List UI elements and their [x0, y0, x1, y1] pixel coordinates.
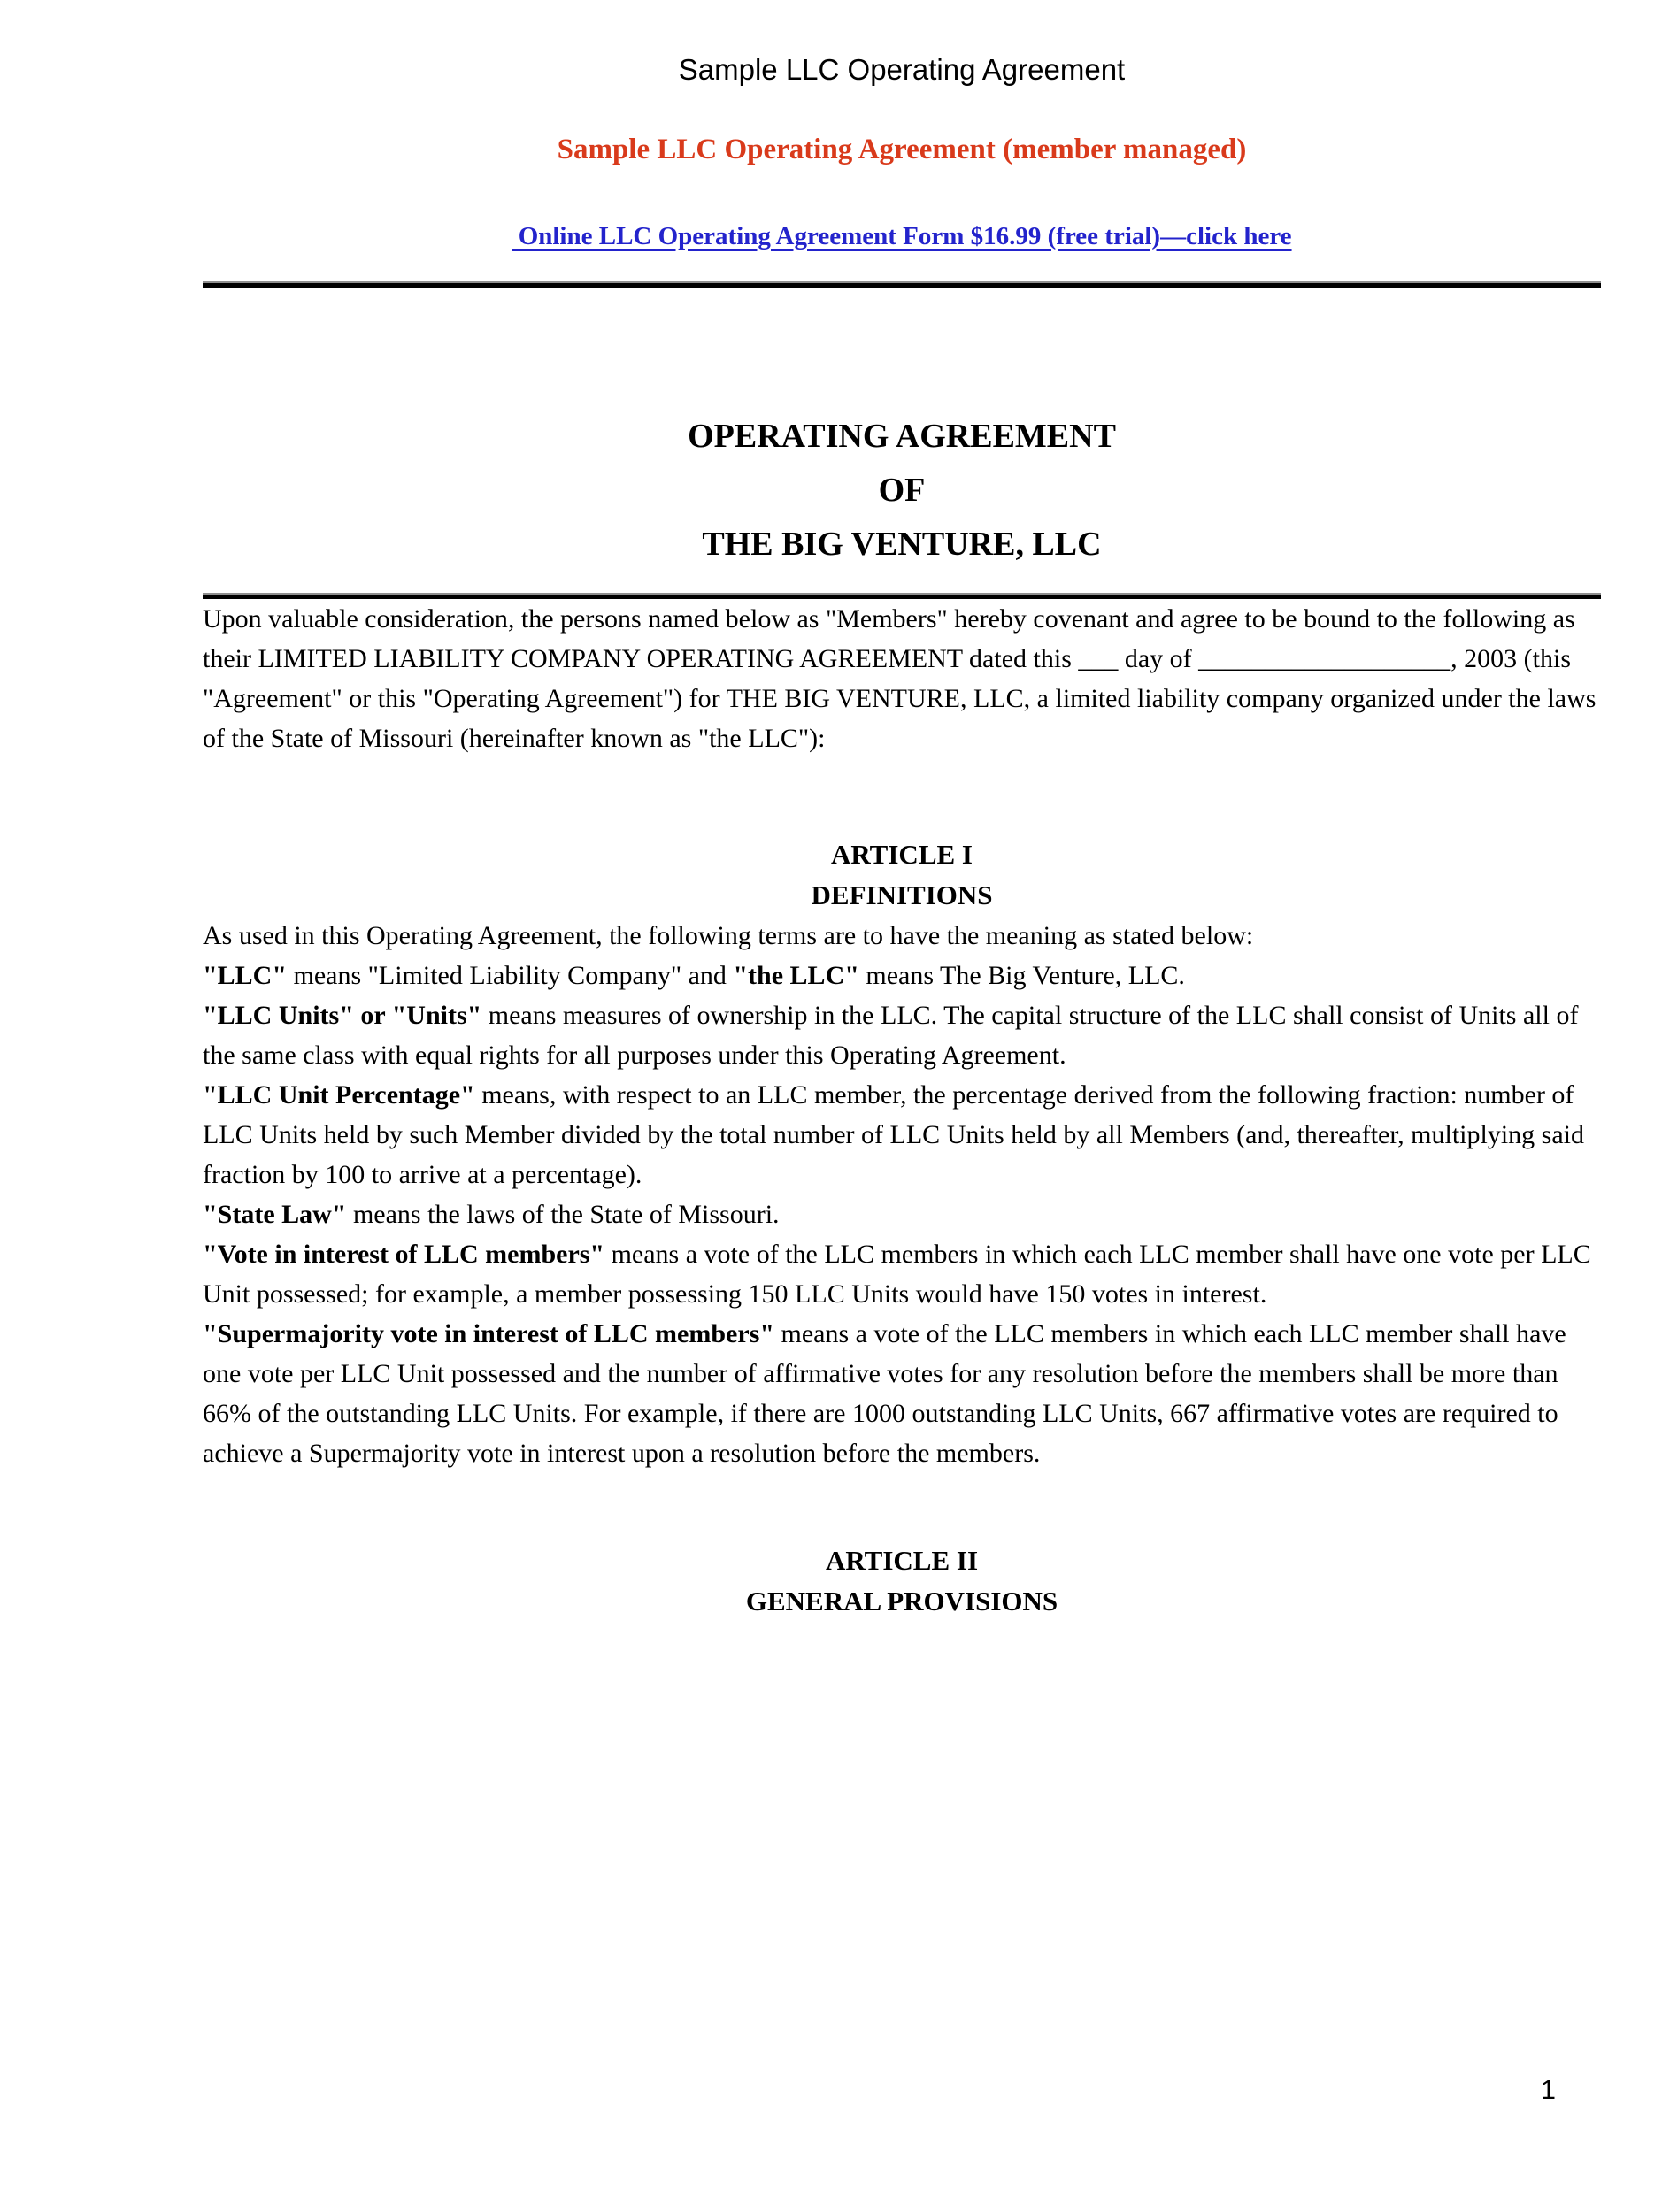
- definitions-lead: As used in this Operating Agreement, the following terms are to have the meaning as stated below:: [203, 921, 1254, 950]
- article-2-heading-block: [203, 1540, 1601, 1622]
- intro-paragraph: Upon valuable consideration, the persons named below as "Members" hereby covenant and agree to be bound to the following as their LIMITED LIABILITY COMPANY OPERATING AGREEMENT dated this ___ day of ___________________, 2003 (this "Agreement" or this "Operating Agreement") for THE BIG VENTURE, LLC, a limited liability company organized under the laws of the State of Missouri (hereinafter known as "the LLC"):: [203, 604, 1597, 753]
- trial-link-line: [203, 221, 1601, 251]
- document-body: [203, 0, 1601, 1622]
- main-title-line3: THE BIG VENTURE, LLC: [702, 526, 1102, 563]
- definition-state-law: "State Law" means the laws of the State of Missouri.: [203, 1200, 780, 1229]
- doc-subtitle: Sample LLC Operating Agreement (member managed): [557, 134, 1247, 165]
- main-title-line1: OPERATING AGREEMENT: [688, 418, 1116, 455]
- definition-vote-in-interest: "Vote in interest of LLC members" means a vote of the LLC members in which each LLC member shall have one vote per LLC Unit possessed; for example, a member possessing 150 LLC Units would have 150 votes in interest.: [203, 1240, 1591, 1309]
- article-1-subheading: DEFINITIONS: [811, 879, 993, 910]
- doc-title: Sample LLC Operating Agreement: [678, 53, 1126, 86]
- page-number: 1: [1540, 2074, 1556, 2105]
- article-2-subheading: GENERAL PROVISIONS: [745, 1586, 1058, 1617]
- definition-supermajority: "Supermajority vote in interest of LLC members" means a vote of the LLC members in which each LLC member shall have one vote per LLC Unit possessed and the number of affirmative votes for any resolution before the members shall be more than 66% of the outstanding LLC Units. For example, if there are 1000 outstanding LLC Units, 667 affirmative votes are required to achieve a Supermajority vote in interest upon a resolution before the members.: [203, 1319, 1566, 1468]
- article-1-heading-block: [203, 834, 1601, 916]
- main-title-line2: OF: [878, 472, 926, 509]
- definition-llc-unit-percentage: "LLC Unit Percentage" means, with respect to an LLC member, the percentage derived from the following fraction: number of LLC Units held by such Member divided by the total number of LLC Units held by all Members (and, thereafter, multiplying said fraction by 100 to arrive at a percentage).: [203, 1080, 1584, 1189]
- article-1-heading: ARTICLE I: [831, 839, 973, 870]
- divider-top: [203, 281, 1601, 288]
- definition-llc: "LLC" means "Limited Liability Company" and "the LLC" means The Big Venture, LLC.: [203, 961, 1185, 990]
- definition-llc-units: "LLC Units" or "Units" means measures of ownership in the LLC. The capital structure of the LLC shall consist of Units all of the same class with equal rights for all purposes under this Operating Agreement.: [203, 1001, 1579, 1070]
- divider-mid: [203, 593, 1601, 599]
- main-title: [203, 410, 1601, 572]
- article-2-heading: ARTICLE II: [825, 1545, 979, 1576]
- trial-link[interactable]: Online LLC Operating Agreement Form $16.99 (free trial)––click here: [512, 222, 1292, 250]
